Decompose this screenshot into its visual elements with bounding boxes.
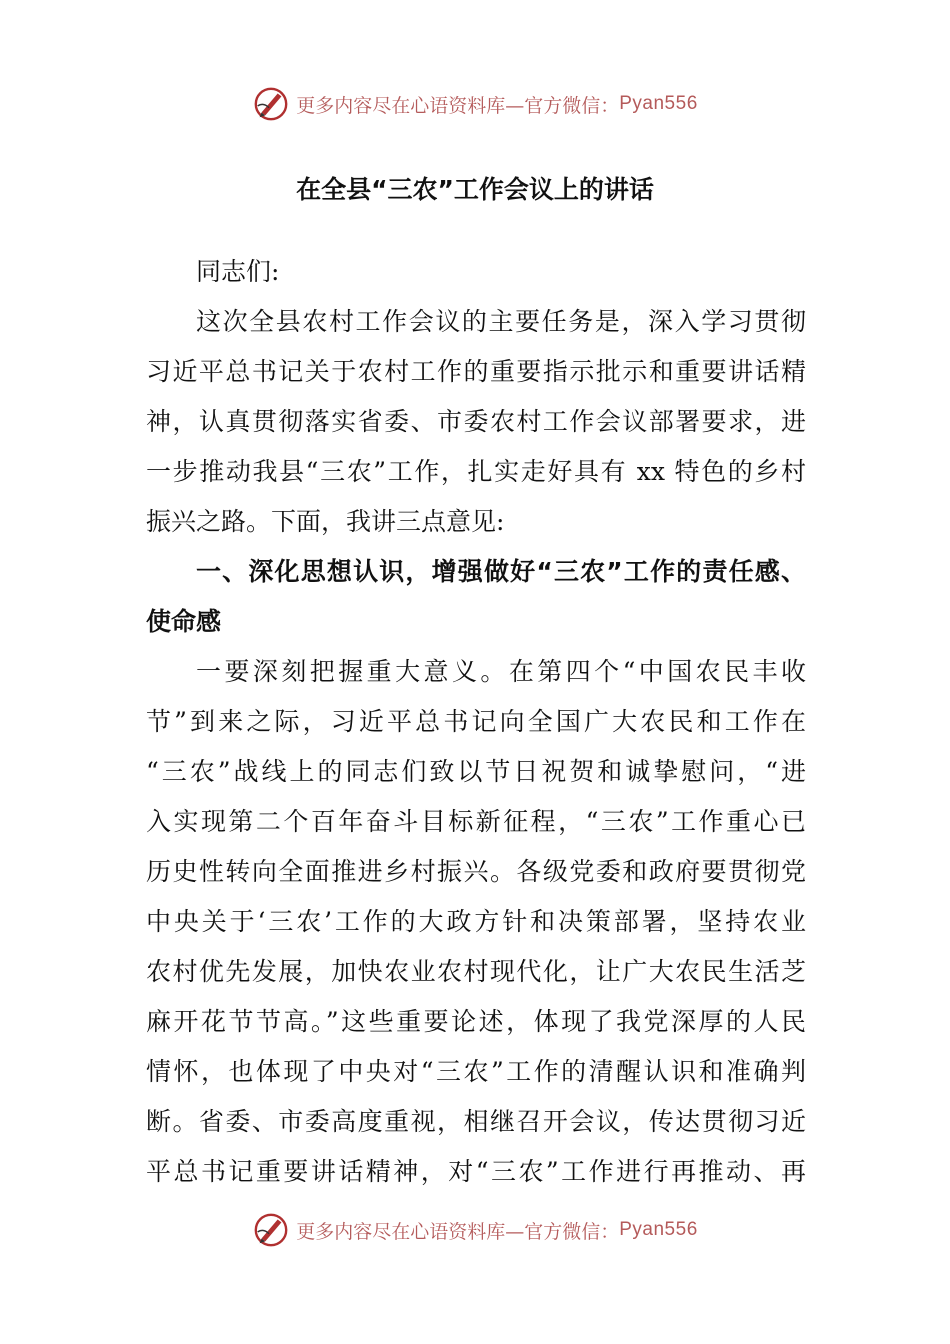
paragraph-line: 历史性转向全面推进乡村振兴。各级党委和政府要贯彻党 <box>146 857 806 886</box>
document-title: 在全县“三农”工作会议上的讲话 <box>296 175 654 204</box>
paragraph-line: 情怀，也体现了中央对“三农”工作的清醒认识和准确判 <box>146 1057 806 1086</box>
paragraph-line: 入实现第二个百年奋斗目标新征程，“三农”工作重心已 <box>146 807 806 836</box>
watermark-header <box>0 84 950 124</box>
document-body <box>146 247 806 1197</box>
paragraph-line: 振兴之路。下面，我讲三点意见: <box>146 507 505 536</box>
pen-logo-icon <box>252 1211 290 1249</box>
paragraph-line: 中央关于‘三农’工作的大政方针和决策部署，坚持农业 <box>146 907 806 936</box>
section-heading: 使命感 <box>146 607 222 636</box>
watermark-text: 更多内容尽在心语资料库—官方微信： <box>296 94 620 117</box>
salutation: 同志们: <box>196 257 280 286</box>
watermark-wechat-id: Pyan556 <box>619 93 698 114</box>
pen-logo-icon <box>252 85 290 123</box>
paragraph-line: 神，认真贯彻落实省委、市委农村工作会议部署要求，进 <box>146 407 806 436</box>
paragraph-line: 一要深刻把握重大意义。在第四个“中国农民丰收 <box>196 657 806 686</box>
paragraph-line: 习近平总书记关于农村工作的重要指示批示和重要讲话精 <box>146 357 806 386</box>
paragraph-line: 节”到来之际，习近平总书记向全国广大农民和工作在 <box>146 707 806 736</box>
paragraph-line: 麻开花节节高。”这些重要论述，体现了我党深厚的人民 <box>146 1007 806 1036</box>
paragraph-line: 断。省委、市委高度重视，相继召开会议，传达贯彻习近 <box>146 1107 806 1136</box>
paragraph-line: 农村优先发展，加快农业农村现代化，让广大农民生活芝 <box>146 957 806 986</box>
watermark-footer <box>0 1210 950 1250</box>
paragraph-line: 一步推动我县“三农”工作，扎实走好具有 xx 特色的乡村 <box>146 457 806 486</box>
paragraph-line: “三农”战线上的同志们致以节日祝贺和诚挚慰问，“进 <box>146 757 806 786</box>
section-heading: 一、深化思想认识，增强做好“三农”工作的责任感、 <box>196 557 806 586</box>
paragraph-line: 平总书记重要讲话精神，对“三农”工作进行再推动、再 <box>146 1157 806 1186</box>
paragraph-line: 这次全县农村工作会议的主要任务是，深入学习贯彻 <box>196 307 806 336</box>
watermark-text: 更多内容尽在心语资料库—官方微信： <box>296 1220 620 1243</box>
watermark-wechat-id: Pyan556 <box>619 1219 698 1240</box>
